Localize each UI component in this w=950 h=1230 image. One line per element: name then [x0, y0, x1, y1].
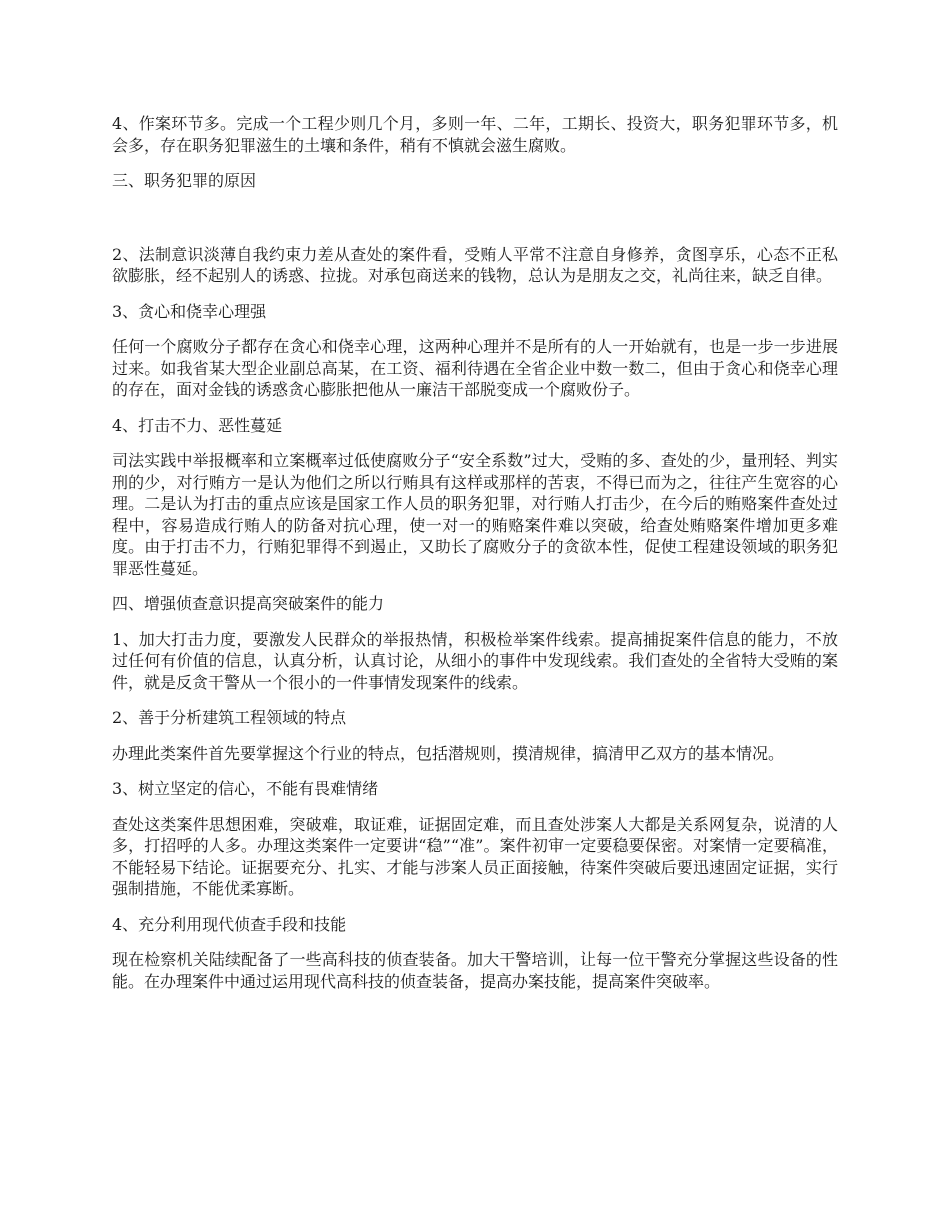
document-body: [112, 113, 838, 992]
blank-gap: [112, 206, 838, 244]
section-heading-4: 四、增强侦查意识提高突破案件的能力: [112, 594, 385, 613]
paragraph-3: 任何一个腐败分子都存在贪心和侥幸心理，这两种心理并不是所有的人一开始就有，也是一步一步进展过来。如我省某大型企业副总高某，在工资、福利待遇在全省企业中数一数二，但由于贪心和侥幸心理的存在，面对金钱的诱惑贪心膨胀把他从一廉洁干部脱变成一个腐败份子。: [112, 337, 838, 399]
paragraph-1: 4、作案环节多。完成一个工程少则几个月，多则一年、二年，工期长、投资大，职务犯罪环节多，机会多，存在职务犯罪滋生的土壤和条件，稍有不慎就会滋生腐败。: [112, 114, 838, 155]
subheading-confidence: 3、树立坚定的信心，不能有畏难情绪: [112, 779, 379, 798]
subheading-weak-enforcement: 4、打击不力、恶性蔓延: [112, 415, 283, 435]
paragraph-7: 查处这类案件思想困难，突破难，取证难，证据固定难，而且查处涉案人大都是关系网复杂，说清的人多，打招呼的人多。办理这类案件一定要讲“稳”“准”。案件初审一定要稳要保密。对案情一定要稿准，不能轻易下结论。证据要充分、扎实、才能与涉案人员正面接触，待案件突破后要迅速固定证据，实行强制措施，不能优柔寡断。: [112, 814, 838, 898]
paragraph-2: 2、法制意识淡薄自我约束力差从查处的案件看，受贿人平常不注意自身修养，贪图享乐，心态不正私欲膨胀，经不起别人的诱惑、拉拢。对承包商送来的钱物，总认为是朋友之交，礼尚往来，缺乏自律。: [112, 244, 838, 285]
subheading-analyze-features: 2、善于分析建筑工程领域的特点: [112, 708, 347, 727]
subheading-greed: 3、贪心和侥幸心理强: [112, 301, 267, 321]
paragraph-5: 1、加大打击力度，要激发人民群众的举报热情，积极检举案件线索。提高捕捉案件信息的能力，不放过任何有价值的信息，认真分析，认真讨论，从细小的事件中发现线索。我们查处的全省特大受贿的案件，就是反贪干警从一个很小的一件事情发现案件的线索。: [112, 629, 838, 692]
paragraph-6: 办理此类案件首先要掌握这个行业的特点，包括潜规则，摸清规律，搞清甲乙双方的基本情况。: [112, 743, 785, 763]
paragraph-4: 司法实践中举报概率和立案概率过低使腐败分子“安全系数”过大，受贿的多、查处的少，量刑轻、判实刑的少，对行贿方一是认为他们之所以行贿具有这样或那样的苦衷，不得已而为之，往往产生宽容的心理。二是认为打击的重点应该是国家工作人员的职务犯罪，对行贿人打击少，在今后的贿赂案件查处过程中，容易造成行贿人的防备对抗心理，使一对一的贿赂案件难以突破，给查处贿赂案件增加更多难度。由于打击不力，行贿犯罪得不到遏止，又助长了腐败分子的贪欲本性，促使工程建设领域的职务犯罪恶性蔓延。: [112, 451, 838, 578]
section-heading-3: 三、职务犯罪的原因: [112, 171, 257, 190]
paragraph-8: 现在检察机关陆续配备了一些高科技的侦查装备。加大干警培训，让每一位干警充分掌握这些设备的性能。在办理案件中通过运用现代高科技的侦查装备，提高办案技能，提高案件突破率。: [112, 950, 838, 991]
subheading-modern-tools: 4、充分利用现代侦查手段和技能: [112, 914, 347, 934]
